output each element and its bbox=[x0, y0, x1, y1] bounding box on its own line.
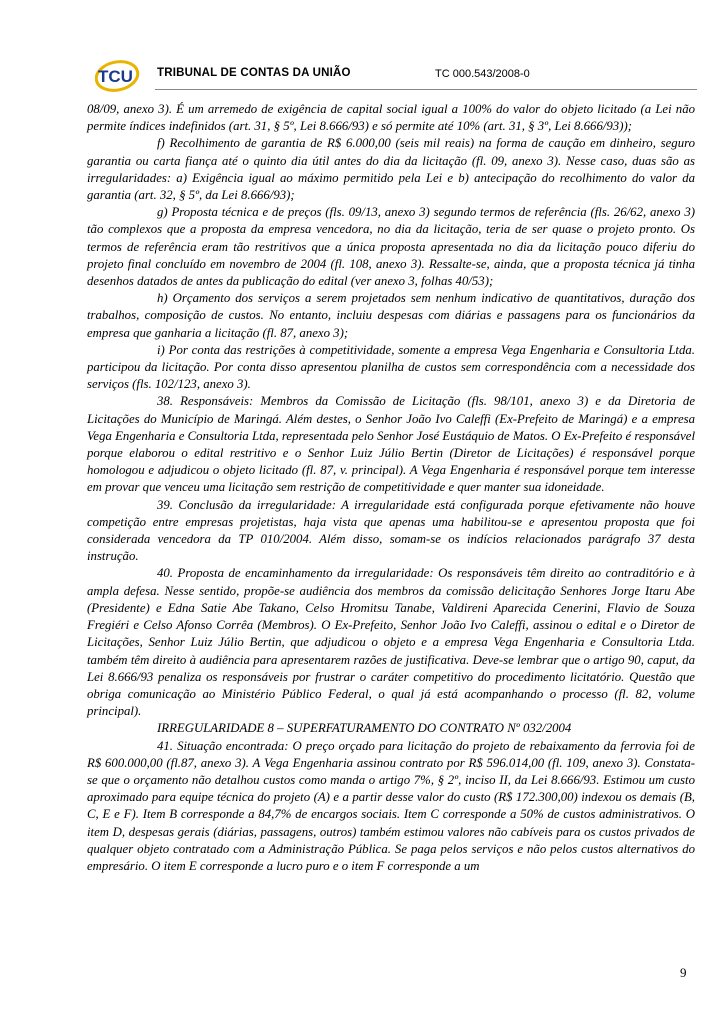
section-heading-irregularidade-8: IRREGULARIDADE 8 – SUPERFATURAMENTO DO CONTRATO Nº 032/2004 bbox=[157, 721, 572, 736]
paragraph-item-g: g) Proposta técnica e de preços (fls. 09/13, anexo 3) segundo termos de referência (fls. 26/62, anexo 3) tão complexos que a proposta da empresa vencedora, no dia da licitação, teria de ser quase o projeto pronto. Os termos de referência eram tão restritivos que a única proposta apresentada no dia da licitação pouco diferiu do projeto final concluído em novembro de 2004 (fl. 108, anexo 3). Ressalte-se, ainda, que a proposta técnica já tinha desenhos datados de antes da publicação do edital (ver anexo 3, folhas 40/53); bbox=[87, 205, 695, 289]
paragraph-continuation: 08/09, anexo 3). É um arremedo de exigência de capital social igual a 100% do valor do objeto licitado (a Lei não permite índices indefinidos (art. 31, § 5º, Lei 8.666/93) e só permite até 10% (art. 31, § 3º, Lei 8.666/93)); bbox=[87, 102, 695, 134]
process-number: TC 000.543/2008-0 bbox=[435, 68, 530, 80]
document-body bbox=[87, 101, 695, 875]
page-header bbox=[95, 52, 695, 102]
org-name: TRIBUNAL DE CONTAS DA UNIÃO bbox=[157, 67, 351, 79]
paragraph-item-i: i) Por conta das restrições à competitividade, somente a empresa Vega Engenharia e Consultoria Ltda. participou da licitação. Por conta disso apresentou planilha de custos sem correspondência com a necessidade dos serviços (fls. 102/123, anexo 3). bbox=[87, 342, 695, 392]
page-number: 9 bbox=[680, 965, 687, 980]
logo-text: TCU bbox=[98, 67, 133, 86]
paragraph-40: 40. Proposta de encaminhamento da irregularidade: Os responsáveis têm direito ao contraditório e à ampla defesa. Nesse sentido, propõe-se audiência dos membros da comissão delicitação Senhores Jorge Itaru Abe (Presidente) e Edna Satie Abe Takano, Celso Hromitsu Tanabe, Valdireni Aparecida Cenerini, Flavio de Souza Fregiéri e Celso Afonso Corrêa (Membros). O Ex-Prefeito, Senhor João Ivo Caleffi, assinou o edital e o Diretor de Licitações, Senhor Luiz Júlio Bertin, que adjudicou o objeto e a empresa Vega Engenharia e Consultoria Ltda. também têm direito à audiência para apresentarem razões de justificativa. Deve-se lembrar que o artigo 90, caput, da Lei 8.666/93 penaliza os responsáveis por frustrar o caráter competitivo do procedimento licitatório. Questão que obriga comunicação ao Ministério Público Federal, o qual já está acompanhando o processo (fl. 82, volume principal). bbox=[87, 566, 695, 719]
paragraph-item-h: h) Orçamento dos serviços a serem projetados sem nenhum indicativo de quantitativos, duração dos trabalhos, composição de custos. No entanto, incluiu despesas com diárias e passagens para os funcionários da empresa que ganharia a licitação (fl. 87, anexo 3); bbox=[87, 291, 695, 340]
paragraph-item-f: f) Recolhimento de garantia de R$ 6.000,00 (seis mil reais) na forma de caução em dinheiro, seguro garantia ou carta fiança até o quinto dia útil antes do dia da licitação (fl. 09, anexo 3). Nesse caso, duas são as irregularidades: a) Exigência igual ao máximo permitido pela Lei e b) antecipação do recolhimento do valor da garantia (art. 32, § 5º, da Lei 8.666/93); bbox=[87, 136, 695, 203]
tcu-logo bbox=[95, 54, 143, 96]
header-divider bbox=[155, 89, 697, 90]
paragraph-39: 39. Conclusão da irregularidade: A irregularidade está configurada porque efetivamente não houve competição entre empresas projetistas, haja vista que apenas uma habilitou-se e apresentou proposta que foi considerada vencedora da TP 010/2004. Além disso, somam-se os indícios relacionados parágrafo 37 desta instrução. bbox=[87, 497, 695, 564]
paragraph-41: 41. Situação encontrada: O preço orçado para licitação do projeto de rebaixamento da ferrovia foi de R$ 600.000,00 (fl.87, anexo 3). A Vega Engenharia assinou contrato por R$ 596.014,00 (fl. 109, anexo 3). Constata-se que o orçamento não detalhou custos como manda o artigo 7%, § 2º, inciso II, da Lei 8.666/93. Estimou um custo aproximado para equipe técnica do projeto (A) e a partir desse valor do custo (R$ 172.300,00) indexou os demais (B, C, E e F). Item B corresponde a 84,7% de encargos sociais. Item C corresponde a 50% de custos administrativos. O item D, despesas gerais (diárias, passagens, outros) também estimou valores não cabíveis para os custos privados de qualquer objeto contratado com a Administração Pública. Se paga pelos serviços e não pelos custos alternativos do empresário. O item E corresponde a lucro puro e o item F corresponde a um bbox=[87, 738, 695, 873]
paragraph-38: 38. Responsáveis: Membros da Comissão de Licitação (fls. 98/101, anexo 3) e da Diretoria de Licitações do Município de Maringá. Além destes, o Senhor João Ivo Caleffi (Ex-Prefeito de Maringá) e a empresa Vega Engenharia e Consultoria Ltda, representada pelo Senhor José Eustáquio de Matos. O Ex-Prefeito é responsável porque elaborou o edital restritivo e o Senhor Luiz Júlio Bertin (Diretor de Licitações) é responsável porque homologou e adjudicou o objeto licitado (fl. 87, v. principal). A Vega Engenharia é responsável porque tem interesse em provar que venceu uma licitação sem restrição de competitividade e quer manter sua idoneidade. bbox=[87, 394, 695, 495]
